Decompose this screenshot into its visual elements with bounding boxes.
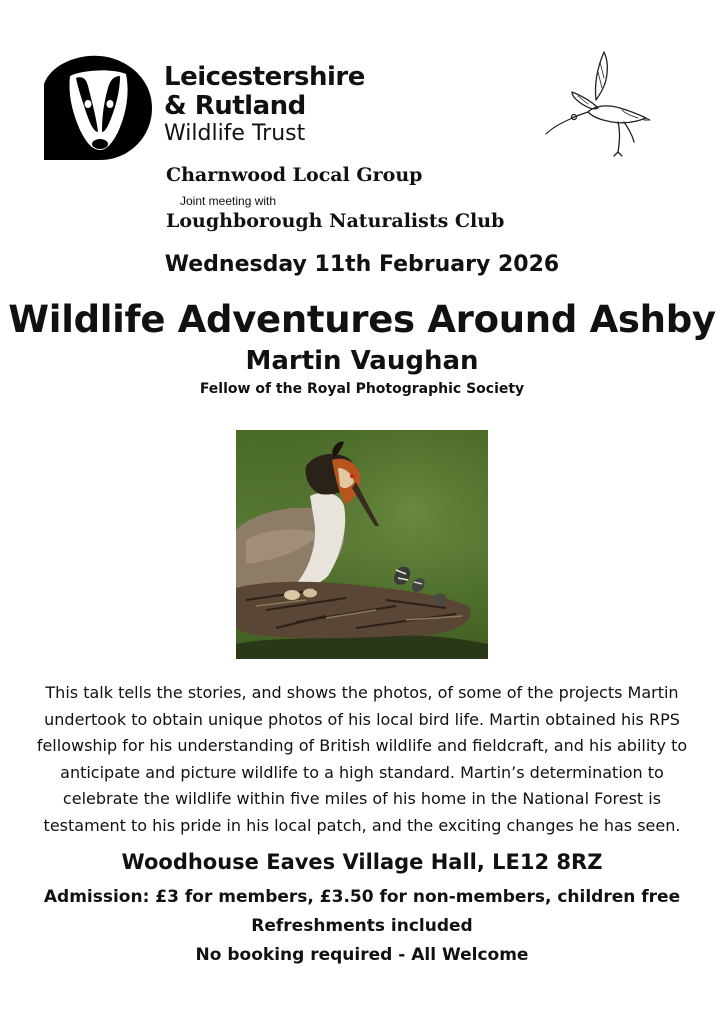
venue: Woodhouse Eaves Village Hall, LE12 8RZ — [121, 850, 603, 874]
joint-meeting-label: Joint meeting with — [180, 194, 277, 208]
booking-info: No booking required - All Welcome — [195, 945, 529, 965]
org-name-line-2: & Rutland — [164, 91, 306, 121]
speaker-credential: Fellow of the Royal Photographic Society — [199, 381, 525, 397]
speaker-name: Martin Vaughan — [245, 346, 479, 376]
refreshments-info: Refreshments included — [251, 916, 473, 936]
club-name: Loughborough Naturalists Club — [166, 210, 505, 232]
org-name — [164, 64, 365, 145]
admission-info: Admission: £3 for members, £3.50 for non-members, children free — [43, 887, 681, 907]
great-crested-grebe-photo — [236, 430, 488, 659]
event-title: Wildlife Adventures Around Ashby — [8, 298, 716, 341]
org-name-line-3: Wildlife Trust — [164, 121, 306, 146]
avocet-bird-icon — [542, 48, 654, 160]
badger-logo-icon — [42, 54, 154, 162]
org-name-line-1: Leicestershire — [164, 62, 365, 92]
event-date: Wednesday 11th February 2026 — [164, 252, 560, 277]
group-name: Charnwood Local Group — [166, 164, 423, 186]
event-description: This talk tells the stories, and shows the photos, of some of the projects Martin undertook to obtain unique photos of his local bird life. Martin obtained his RPS fellowship for his understanding of British wildlife and fieldcraft, and his ability to anticipate and picture wildlife to a high standard. Martin’s determination to celebrate the wildlife within five miles of his home in the National Forest is testament to his pride in his local patch, and the exciting changes he has seen. — [36, 683, 688, 835]
